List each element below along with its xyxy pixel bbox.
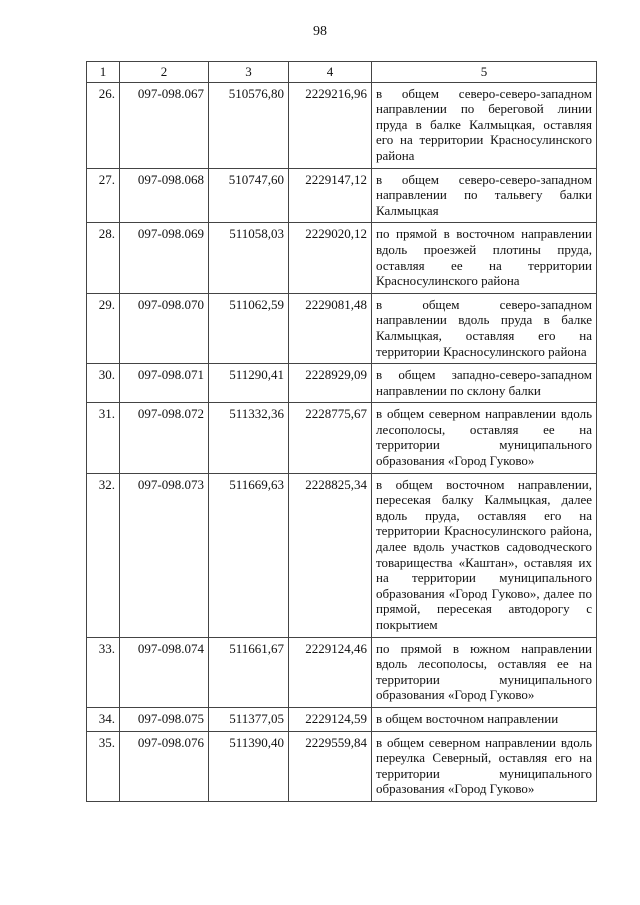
table-header-row [87, 62, 597, 83]
boundary-description: в общем восточном направлении [372, 707, 597, 731]
coordinate-y: 2229124,46 [289, 637, 372, 707]
header-col-1: 1 [87, 62, 120, 83]
coordinate-x: 510747,60 [209, 168, 289, 223]
header-col-4: 4 [289, 62, 372, 83]
row-number: 27. [87, 168, 120, 223]
coordinate-x: 511058,03 [209, 223, 289, 293]
table-row [87, 168, 597, 223]
boundary-description: в общем западно-северо-западном направлении по склону балки [372, 364, 597, 403]
boundary-description: в общем восточном направлении, пересекая балку Калмыцкая, далее вдоль пруда, оставляя его на территории Красносулинского района, далее вдоль участков садоводческого товарищества «Каштан», оставляя их на территории муниципального образования «Город Гуково», далее по прямой, пересекая автодорогу с покрытием [372, 473, 597, 637]
coordinate-y: 2229216,96 [289, 82, 372, 168]
table-row [87, 707, 597, 731]
coordinate-x: 511377,05 [209, 707, 289, 731]
coordinate-x: 511390,40 [209, 731, 289, 801]
table-row [87, 364, 597, 403]
segment-code: 097-098.071 [120, 364, 209, 403]
segment-code: 097-098.075 [120, 707, 209, 731]
boundary-description: в общем северном направлении вдоль переулка Северный, оставляя его на территории муниципального образования «Город Гуково» [372, 731, 597, 801]
table-row [87, 637, 597, 707]
table-row [87, 403, 597, 473]
segment-code: 097-098.076 [120, 731, 209, 801]
coordinate-x: 511290,41 [209, 364, 289, 403]
boundary-description: по прямой в южном направлении вдоль лесополосы, оставляя ее на территории муниципального образования «Город Гуково» [372, 637, 597, 707]
boundary-description: в общем северо-северо-западном направлении по тальвегу балки Калмыцкая [372, 168, 597, 223]
row-number: 34. [87, 707, 120, 731]
coordinate-x: 510576,80 [209, 82, 289, 168]
page-number: 98 [313, 24, 327, 39]
coordinate-y: 2228929,09 [289, 364, 372, 403]
table-row [87, 82, 597, 168]
row-number: 33. [87, 637, 120, 707]
table-row [87, 223, 597, 293]
table-row [87, 473, 597, 637]
row-number: 28. [87, 223, 120, 293]
coordinate-x: 511332,36 [209, 403, 289, 473]
row-number: 35. [87, 731, 120, 801]
row-number: 29. [87, 293, 120, 363]
segment-code: 097-098.068 [120, 168, 209, 223]
coordinate-y: 2229147,12 [289, 168, 372, 223]
segment-code: 097-098.073 [120, 473, 209, 637]
boundary-description: в общем северном направлении вдоль лесополосы, оставляя ее на территории муниципального образования «Город Гуково» [372, 403, 597, 473]
table-row [87, 293, 597, 363]
coordinate-y: 2228775,67 [289, 403, 372, 473]
segment-code: 097-098.069 [120, 223, 209, 293]
coordinate-x: 511062,59 [209, 293, 289, 363]
header-col-2: 2 [120, 62, 209, 83]
coordinate-y: 2229020,12 [289, 223, 372, 293]
coordinate-x: 511661,67 [209, 637, 289, 707]
segment-code: 097-098.067 [120, 82, 209, 168]
row-number: 31. [87, 403, 120, 473]
boundary-description: в общем северо-западном направлении вдоль пруда в балке Калмыцкая, оставляя его на территории Красносулинского района [372, 293, 597, 363]
header-col-5: 5 [372, 62, 597, 83]
boundary-description: по прямой в восточном направлении вдоль проезжей плотины пруда, оставляя ее на территории Красносулинского района [372, 223, 597, 293]
coordinate-x: 511669,63 [209, 473, 289, 637]
segment-code: 097-098.072 [120, 403, 209, 473]
segment-code: 097-098.074 [120, 637, 209, 707]
table-row [87, 731, 597, 801]
row-number: 30. [87, 364, 120, 403]
row-number: 32. [87, 473, 120, 637]
coordinate-y: 2228825,34 [289, 473, 372, 637]
boundary-description: в общем северо-северо-западном направлении по береговой линии пруда в балке Калмыцкая, оставляя его на территории Красносулинского района [372, 82, 597, 168]
segment-code: 097-098.070 [120, 293, 209, 363]
coordinate-y: 2229124,59 [289, 707, 372, 731]
coordinate-y: 2229559,84 [289, 731, 372, 801]
coordinate-y: 2229081,48 [289, 293, 372, 363]
header-col-3: 3 [209, 62, 289, 83]
row-number: 26. [87, 82, 120, 168]
boundary-points-table [86, 61, 597, 802]
